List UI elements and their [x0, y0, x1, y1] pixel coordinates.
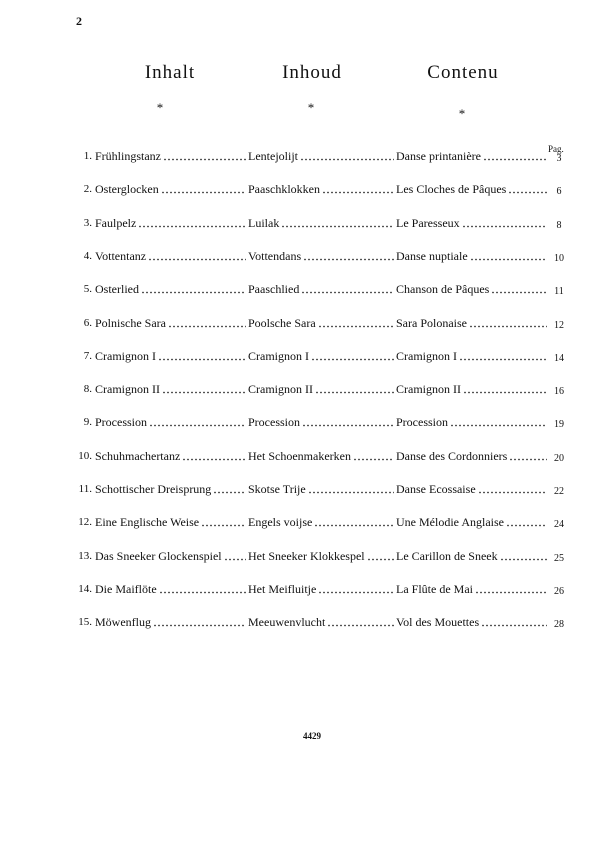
dot-leader — [182, 458, 246, 461]
dot-leader — [281, 225, 394, 228]
title-dutch: Het Schoenmakerken — [248, 448, 351, 463]
title-german-cell — [95, 149, 247, 164]
title-german: Frühlingstanz — [95, 149, 161, 163]
dot-leader — [318, 591, 394, 594]
title-german: Vottentanz — [95, 248, 147, 263]
toc-row — [0, 149, 595, 165]
asterisk-separator: * — [307, 100, 315, 115]
page-ref: 14 — [554, 352, 564, 364]
title-french-cell — [396, 549, 548, 564]
dot-leader — [148, 258, 246, 261]
toc-row — [0, 615, 595, 631]
asterisk-separator: * — [156, 100, 164, 115]
entry-number: 3. — [83, 216, 92, 229]
toc-row — [0, 349, 595, 365]
title-german-cell — [95, 449, 247, 464]
title-dutch-cell — [248, 316, 395, 331]
title-dutch: Het Meifluitje — [248, 581, 317, 596]
title-french-cell — [396, 615, 548, 630]
page-ref: 16 — [554, 386, 564, 398]
entry-number: 7. — [83, 349, 92, 362]
title-german: Schottischer Dreisprung — [95, 482, 212, 496]
title-german-cell — [95, 282, 247, 297]
toc-row — [0, 282, 595, 298]
page-number: 2 — [76, 14, 82, 28]
heading-german: Inhalt — [144, 62, 196, 83]
title-french-cell — [396, 249, 548, 264]
dot-leader — [315, 391, 394, 394]
page-ref: 25 — [554, 552, 564, 564]
title-german: Polnische Sara — [95, 315, 166, 330]
dot-leader — [506, 524, 547, 527]
title-german: Osterlied — [95, 282, 139, 297]
title-german: Die Maiflöte — [95, 581, 157, 596]
dot-leader — [509, 458, 547, 461]
title-french-cell — [396, 349, 548, 364]
entry-number: 1. — [83, 150, 92, 162]
toc-row — [0, 316, 595, 332]
title-dutch: Paaschklokken — [248, 182, 320, 197]
dot-leader — [462, 225, 547, 228]
title-french: Cramignon II — [396, 382, 461, 397]
page-ref: 11 — [554, 286, 564, 298]
dot-leader — [159, 591, 246, 594]
title-dutch: Vottendans — [248, 248, 302, 263]
title-german: Eine Englische Weise — [95, 515, 200, 530]
title-german: Cramignon II — [95, 382, 160, 397]
page-ref: 28 — [554, 619, 564, 631]
title-german-cell — [95, 482, 247, 497]
asterisk-separator: * — [458, 106, 466, 121]
title-dutch-cell — [248, 615, 395, 630]
toc-row — [0, 415, 595, 431]
dot-leader — [213, 491, 246, 494]
dot-leader — [314, 524, 394, 527]
dot-leader — [469, 325, 547, 328]
title-french-cell — [396, 216, 548, 231]
dot-leader — [302, 424, 394, 427]
title-german-cell — [95, 515, 247, 530]
title-german: Schuhmachertanz — [95, 448, 181, 463]
title-dutch-cell — [248, 349, 395, 364]
title-german-cell — [95, 182, 247, 197]
dot-leader — [322, 191, 394, 194]
title-german: Faulpelz — [95, 215, 137, 230]
entry-number: 15. — [78, 616, 92, 629]
title-french-cell — [396, 316, 548, 331]
page-ref: 24 — [554, 519, 564, 531]
page-ref: 8 — [556, 219, 562, 231]
toc-row — [0, 216, 595, 232]
title-french: Le Paresseux — [396, 215, 460, 230]
title-french-cell — [396, 149, 548, 164]
title-dutch: Lentejolijt — [248, 149, 298, 163]
dot-leader — [491, 291, 547, 294]
title-german-cell — [95, 582, 247, 597]
toc-row — [0, 549, 595, 565]
dot-leader — [300, 158, 394, 161]
title-dutch-cell — [248, 382, 395, 397]
dot-leader — [162, 391, 246, 394]
page-ref: 20 — [554, 452, 564, 464]
dot-leader — [161, 191, 246, 194]
toc-row — [0, 249, 595, 265]
dot-leader — [508, 191, 547, 194]
dot-leader — [153, 624, 246, 627]
title-french: Cramignon I — [396, 348, 457, 363]
page-ref: 12 — [554, 319, 564, 331]
dot-leader — [301, 291, 394, 294]
title-french: Danse Ecossaise — [396, 482, 476, 496]
entry-number: 6. — [83, 316, 92, 329]
title-dutch-cell — [248, 482, 395, 497]
entry-number: 12. — [78, 516, 92, 529]
title-french: Une Mélodie Anglaise — [396, 515, 504, 530]
title-dutch-cell — [248, 249, 395, 264]
title-dutch: Het Sneeker Klokkespel — [248, 548, 365, 563]
title-dutch-cell — [248, 582, 395, 597]
title-french-cell — [396, 582, 548, 597]
title-dutch-cell — [248, 415, 395, 430]
dot-leader — [308, 491, 394, 494]
title-german-cell — [95, 382, 247, 397]
title-french-cell — [396, 382, 548, 397]
title-french-cell — [396, 449, 548, 464]
dot-leader — [318, 325, 394, 328]
title-dutch-cell — [248, 515, 395, 530]
title-german-cell — [95, 415, 247, 430]
title-french: Vol des Mouettes — [396, 615, 480, 630]
heading-french: Contenu — [427, 62, 499, 83]
title-german: Möwenflug — [95, 615, 151, 630]
entry-number: 9. — [83, 416, 92, 429]
toc-row — [0, 449, 595, 465]
title-french-cell — [396, 182, 548, 197]
title-dutch-cell — [248, 449, 395, 464]
entry-number: 13. — [78, 549, 92, 562]
dot-leader — [303, 258, 394, 261]
toc-row — [0, 182, 595, 198]
page-ref: 26 — [554, 585, 564, 597]
dot-leader — [463, 391, 547, 394]
title-dutch-cell — [248, 549, 395, 564]
dot-leader — [481, 624, 547, 627]
dot-leader — [168, 325, 246, 328]
title-french-cell — [396, 415, 548, 430]
title-dutch: Meeuwenvlucht — [248, 615, 326, 630]
title-dutch: Skotse Trije — [248, 482, 306, 496]
title-french: Danse nuptiale — [396, 248, 468, 263]
footer-code: 4429 — [303, 731, 321, 741]
title-german: Cramignon I — [95, 348, 156, 363]
dot-leader — [201, 524, 246, 527]
title-french: Danse printanière — [396, 149, 481, 163]
dot-leader — [459, 358, 547, 361]
entry-number: 2. — [83, 183, 92, 196]
toc-row — [0, 515, 595, 531]
dot-leader — [311, 358, 394, 361]
title-german: Procession — [95, 415, 147, 430]
pag-label: Pag. — [548, 144, 564, 154]
title-german-cell — [95, 349, 247, 364]
page-ref: 3 — [556, 153, 562, 164]
dot-leader — [470, 258, 547, 261]
heading-dutch: Inhoud — [282, 62, 342, 83]
dot-leader — [149, 424, 246, 427]
title-french-cell — [396, 282, 548, 297]
title-german: Das Sneeker Glockenspiel — [95, 548, 222, 563]
dot-leader — [483, 158, 547, 161]
dot-leader — [475, 591, 547, 594]
title-german-cell — [95, 249, 247, 264]
toc-row — [0, 482, 595, 498]
title-german: Osterglocken — [95, 182, 159, 197]
entry-number: 10. — [78, 449, 92, 462]
dot-leader — [500, 558, 547, 561]
dot-leader — [158, 358, 246, 361]
title-dutch: Cramignon I — [248, 348, 309, 363]
dot-leader — [163, 158, 246, 161]
entry-number: 14. — [78, 582, 92, 595]
title-dutch: Poolsche Sara — [248, 315, 316, 330]
title-german-cell — [95, 316, 247, 331]
dot-leader — [353, 458, 394, 461]
title-french: Chanson de Pâques — [396, 282, 490, 297]
dot-leader — [478, 491, 547, 494]
dot-leader — [367, 558, 394, 561]
dot-leader — [327, 624, 394, 627]
title-dutch: Paaschlied — [248, 282, 300, 297]
dot-leader — [450, 424, 547, 427]
title-french: Le Carillon de Sneek — [396, 548, 498, 563]
title-dutch: Engels voijse — [248, 515, 313, 530]
page-ref: 19 — [554, 419, 564, 431]
page-ref: 6 — [556, 186, 562, 198]
dot-leader — [224, 558, 246, 561]
title-dutch: Procession — [248, 415, 300, 430]
title-french: Les Cloches de Pâques — [396, 182, 507, 197]
entry-number: 4. — [83, 249, 92, 262]
title-french: Danse des Cordonniers — [396, 448, 508, 463]
title-french: La Flûte de Mai — [396, 581, 473, 596]
dot-leader — [138, 225, 246, 228]
title-dutch-cell — [248, 182, 395, 197]
toc-row — [0, 382, 595, 398]
entry-number: 5. — [83, 283, 92, 296]
title-french-cell — [396, 482, 548, 497]
title-dutch-cell — [248, 282, 395, 297]
page-ref: 22 — [554, 486, 564, 497]
title-french-cell — [396, 515, 548, 530]
title-dutch-cell — [248, 216, 395, 231]
title-dutch: Cramignon II — [248, 382, 313, 397]
title-dutch-cell — [248, 149, 395, 164]
title-german-cell — [95, 549, 247, 564]
title-french: Procession — [396, 415, 448, 430]
toc-row — [0, 582, 595, 598]
dot-leader — [141, 291, 246, 294]
entry-number: 8. — [83, 383, 92, 396]
title-french: Sara Polonaise — [396, 315, 467, 330]
title-german-cell — [95, 615, 247, 630]
page-ref: 10 — [554, 252, 564, 264]
entry-number: 11. — [78, 483, 92, 495]
title-dutch: Luilak — [248, 215, 280, 230]
title-german-cell — [95, 216, 247, 231]
